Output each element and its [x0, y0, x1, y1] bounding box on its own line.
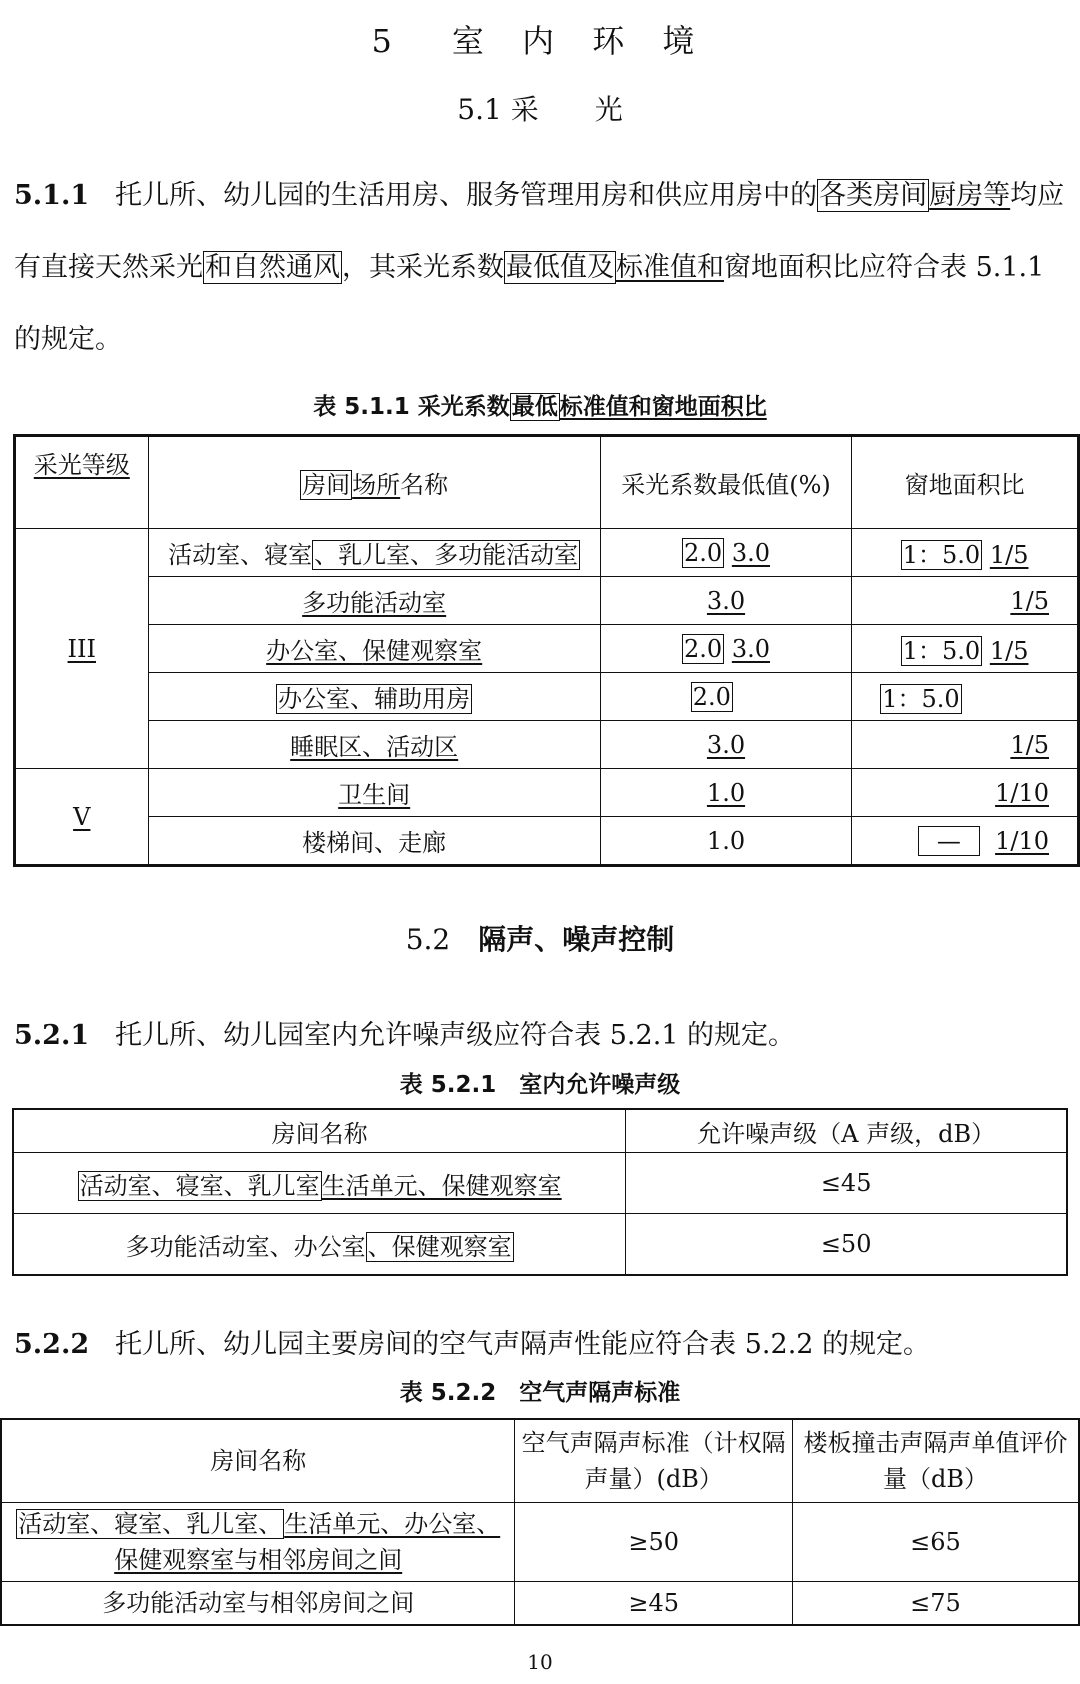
room-cell: 活动室、寝室、乳儿室生活单元、保健观察室 [13, 1153, 626, 1214]
table-row [15, 577, 1079, 625]
table-row [15, 625, 1079, 673]
clause-number: 5.1.1 [14, 180, 90, 211]
table-row [15, 721, 1079, 769]
clause-number: 5.2.1 [14, 1020, 90, 1051]
room-cell: 多功能活动室、办公室、保健观察室 [13, 1214, 626, 1276]
deleted-text: 各类房间 [819, 180, 928, 211]
inserted-text: 标准值和 [616, 252, 724, 283]
deleted-text: 最低 [511, 394, 558, 420]
ratio-cell: 1/5 [852, 577, 1079, 625]
clause-5-1-1 [14, 160, 1074, 376]
daylight-table [13, 434, 1080, 867]
clause-text: 托儿所、幼儿园主要房间的空气声隔声性能应符合表 5.2.2 的规定。 [115, 1329, 931, 1360]
room-cell: 活动室、寝室、乳儿室、多功能活动室 [148, 529, 600, 577]
room-cell: 楼梯间、走廊 [148, 817, 600, 866]
table-row [1, 1503, 1079, 1582]
value-cell: ≤45 [626, 1153, 1067, 1214]
table-row [13, 1153, 1067, 1214]
ratio-cell: 1/5 [852, 721, 1079, 769]
section-title-5-2: 5.2 隔声、噪声控制 [405, 923, 675, 956]
air-cell: ≥45 [515, 1582, 793, 1626]
ratio-cell: — 1/10 [852, 817, 1079, 866]
page-number: 10 [527, 1650, 553, 1674]
clause-number: 5.2.2 [14, 1329, 90, 1360]
chapter-title: 5 室 内 环 境 [371, 22, 709, 60]
header-room: 房间名称 [1, 1419, 515, 1503]
coef-cell: 1.0 [600, 769, 851, 817]
noise-table [12, 1108, 1068, 1276]
inserted-text: 厨房等 [929, 180, 1011, 211]
coef-cell: 2.0 [600, 673, 851, 721]
table-caption-5-2-1: 表 5.2.1 室内允许噪声级 [399, 1072, 681, 1098]
room-cell: 活动室、寝室、乳儿室、生活单元、办公室、 保健观察室与相邻房间之间 [1, 1503, 515, 1582]
inserted-text: 标准值和窗地面积比 [559, 394, 767, 420]
header-room: 房间名称 [13, 1109, 626, 1153]
room-cell: 睡眠区、活动区 [148, 721, 600, 769]
deleted-text: 和自然通风 [205, 252, 340, 283]
ratio-cell: 1/10 [852, 769, 1079, 817]
ratio-cell: 1：5.0 1/5 [852, 529, 1079, 577]
clause-text: 均应有直接天然采光 [14, 180, 1065, 283]
table-row [1, 1582, 1079, 1626]
header-room: 房间场所名称 [148, 436, 600, 529]
coef-cell: 3.0 [600, 577, 851, 625]
table-header-row [13, 1109, 1067, 1153]
room-cell: 办公室、辅助用房 [148, 673, 600, 721]
header-air: 空气声隔声标准（计权隔声量）(dB） [515, 1419, 793, 1503]
clause-text: ，其采光系数 [342, 252, 504, 283]
caption-text: 表 5.1.1 采光系数 [313, 394, 510, 420]
ratio-cell: 1：5.0 1/5 [852, 625, 1079, 673]
ratio-cell: 1：5.0 [852, 673, 1079, 721]
value-cell: ≤50 [626, 1214, 1067, 1276]
table-header-row [1, 1419, 1079, 1503]
table-row [15, 529, 1079, 577]
coef-cell: 3.0 [600, 721, 851, 769]
room-cell: 办公室、保健观察室 [148, 625, 600, 673]
clause-5-2-1 [14, 1000, 1074, 1072]
header-impact: 楼板撞击声隔声单值评价量（dB） [792, 1419, 1079, 1503]
header-grade: 采光等级 [15, 436, 149, 529]
header-noise: 允许噪声级（A 声级，dB） [626, 1109, 1067, 1153]
table-row [15, 769, 1079, 817]
coef-cell: 2.0 3.0 [600, 625, 851, 673]
clause-text: 托儿所、幼儿园的生活用房、服务管理用房和供应用房中的 [115, 180, 818, 211]
table-caption-5-2-2: 表 5.2.2 空气声隔声标准 [399, 1380, 681, 1406]
grade-cell: III [15, 529, 149, 769]
room-cell: 多功能活动室 [148, 577, 600, 625]
deleted-text: 最低值及 [506, 252, 614, 283]
table-header-row [15, 436, 1079, 529]
clause-5-2-2 [14, 1309, 1074, 1381]
coef-cell: 1.0 [600, 817, 851, 866]
header-ratio: 窗地面积比 [852, 436, 1079, 529]
clause-text: 托儿所、幼儿园室内允许噪声级应符合表 5.2.1 的规定。 [115, 1020, 796, 1051]
air-cell: ≥50 [515, 1503, 793, 1582]
section-title-5-1: 5.1 采 光 [457, 93, 623, 126]
room-cell: 卫生间 [148, 769, 600, 817]
table-caption-5-1-1 [0, 388, 1080, 421]
room-cell: 多功能活动室与相邻房间之间 [1, 1582, 515, 1626]
impact-cell: ≤65 [792, 1503, 1079, 1582]
header-coef: 采光系数最低值(%) [600, 436, 851, 529]
table-row [15, 673, 1079, 721]
grade-cell: V [15, 769, 149, 866]
impact-cell: ≤75 [792, 1582, 1079, 1626]
table-row [15, 817, 1079, 866]
clause-text: 窗地面积比应符合表 5.1.1 的规定。 [14, 252, 1045, 355]
coef-cell: 2.0 3.0 [600, 529, 851, 577]
table-row [13, 1214, 1067, 1276]
sound-insulation-table [0, 1418, 1080, 1626]
